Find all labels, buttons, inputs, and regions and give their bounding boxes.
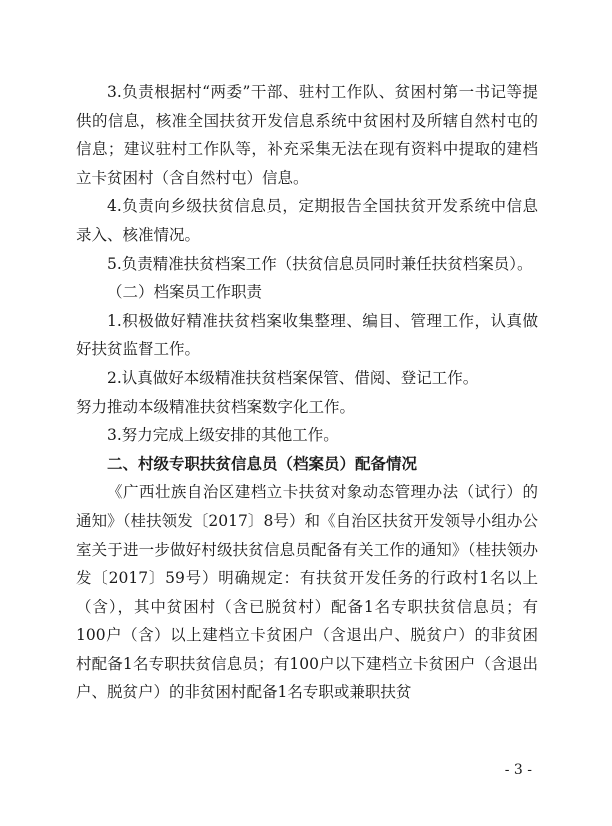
- paragraph-archivist-duty-2: 2.认真做好本级精准扶贫档案保管、借阅、登记工作。: [107, 368, 479, 387]
- document-body: [76, 78, 538, 707]
- paragraph-archivist-duty-3: 3.努力完成上级安排的其他工作。: [107, 426, 339, 445]
- paragraph-archivist-duty-1: 1.积极做好精准扶贫档案收集整理、编目、管理工作，认真做好扶贫监督工作。: [76, 311, 538, 359]
- page-number: - 3 -: [504, 762, 532, 778]
- paragraph-duty-5: 5.负责精准扶贫档案工作（扶贫信息员同时兼任扶贫档案员）。: [107, 254, 533, 273]
- paragraph-staffing-regulation: 《广西壮族自治区建档立卡扶贫对象动态管理办法（试行）的通知》（桂扶领发〔2017〕8号）和《自治区扶贫开发领导小组办公室关于进一步做好村级扶贫信息员配备有关工作的通知》（桂扶领办发〔2017〕59号）明确规定：有扶贫开发任务的行政村1名以上（含），其中贫困村（含已脱贫村）配备1名专职扶贫信息员；有100户（含）以上建档立卡贫困户（含退出户、脱贫户）的非贫困村配备1名专职扶贫信息员；有100户以下建档立卡贫困户（含退出户、脱贫户）的非贫困村配备1名专职或兼职扶贫: [76, 483, 538, 702]
- paragraph-duty-3: 3.负责根据村“两委”干部、驻村工作队、贫困村第一书记等提供的信息，核准全国扶贫开发信息系统中贫困村及所辖自然村屯的信息；建议驻村工作队等，补充采集无法在现有资料中提取的建档立卡贫困村（含自然村屯）信息。: [76, 83, 538, 187]
- paragraph-digitization: 努力推动本级精准扶贫档案数字化工作。: [76, 397, 356, 416]
- section-heading-staffing: 二、村级专职扶贫信息员（档案员）配备情况: [107, 454, 418, 473]
- paragraph-duty-4: 4.负责向乡级扶贫信息员，定期报告全国扶贫开发系统中信息录入、核准情况。: [76, 197, 538, 244]
- section-heading-archivist-duties: （二）档案员工作职责: [107, 283, 263, 302]
